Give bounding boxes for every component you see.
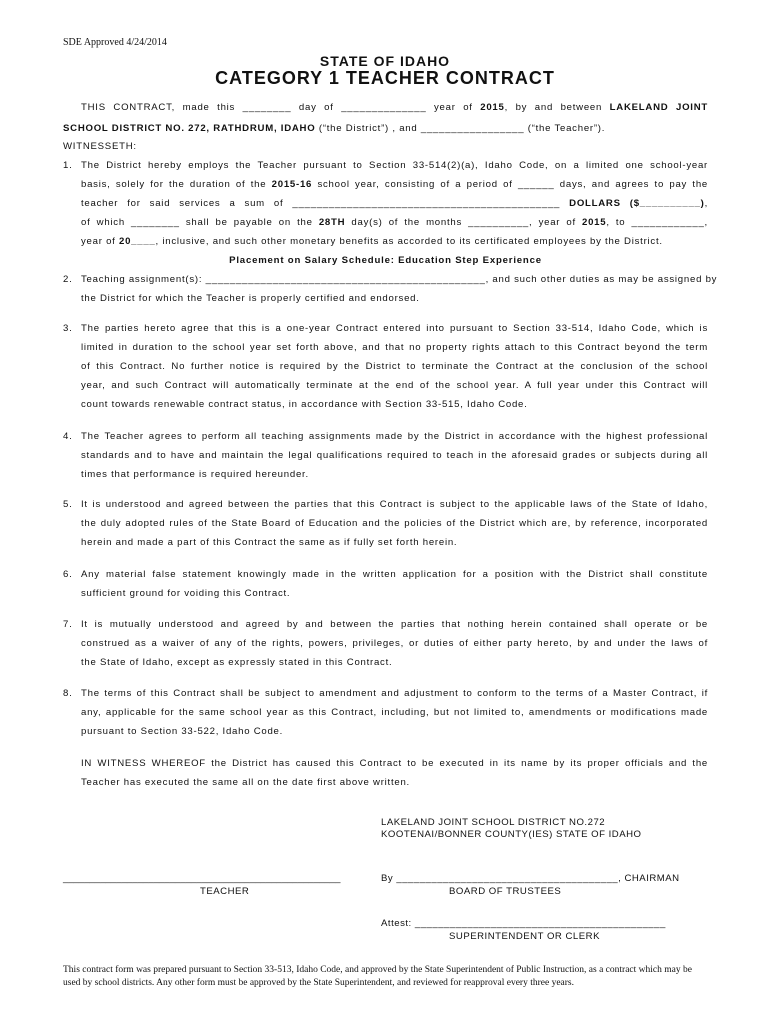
p8-line-1: 8. The terms of this Contract shall be subject to amendment and adjustment to conform to the terms of a Master Contract, if [63,688,708,699]
p1-line-4: of which ________ shall be payable on the 28TH day(s) of the months __________, year of 2015, to ____________, [81,217,708,228]
p4-line-2: standards and to have and maintain the legal qualifications required to teach in the aforesaid grades or subjects during all [81,450,708,461]
p5-line-3: herein and made a part of this Contract the same as if fully set forth herein. [81,537,458,548]
witnesseth: WITNESSETH: [63,141,137,152]
p8-line-3: pursuant to Section 33-522, Idaho Code. [81,726,284,737]
p2-line-1: 2. Teaching assignment(s): ______________________________________________, and such other duties as may be assigned by [63,274,718,285]
intro-line-2: SCHOOL DISTRICT NO. 272, RATHDRUM, IDAHO (“the District”) , and _________________ (“the Teacher”). [63,123,606,134]
p1-line-2: basis, solely for the duration of the 2015-16 school year, consisting of a period of ______ days, and agrees to pay the [81,179,708,190]
board-label: BOARD OF TRUSTEES [449,886,562,897]
p6-line-2: sufficient ground for voiding this Contract. [81,588,291,599]
p5-line-1: 5. It is understood and agreed between the parties that this Contract is subject to the applicable laws of the State of Idaho, [63,499,708,510]
teacher-signature-line[interactable]: ____________________________________________________ [63,873,341,884]
p1-line-1: 1. The District hereby employs the Teacher pursuant to Section 33-514(2)(a), Idaho Code, on a limited one school-year [63,160,708,171]
salary-placement-heading: Placement on Salary Schedule: Education Step Experience [229,255,542,266]
p3-line-2: limited in duration to the school year set forth above, and that no property rights attach to this Contract beyond the term [81,342,708,353]
witness-line-1: IN WITNESS WHEREOF the District has caused this Contract to be executed in its name by its proper officials and the [81,758,708,769]
p8-line-2: any, applicable for the same school year as this Contract, including, but not limited to, amendments or modifications made [81,707,708,718]
footer-note: This contract form was prepared pursuant to Section 33-513, Idaho Code, and approved by the State Superintendent of Public Instruction, as a contract which may be used by school districts. Any other form must be approved by the State Superintendent, and reviewed for reapproval every three years. [63,965,692,988]
chairman-signature-line[interactable]: By ______________________________________, CHAIRMAN [381,873,680,884]
district-name: LAKELAND JOINT SCHOOL DISTRICT NO.272 [381,817,606,828]
county-state: KOOTENAI/BONNER COUNTY(IES) STATE OF IDAHO [381,829,642,840]
p2-line-2: the District for which the Teacher is properly certified and endorsed. [81,293,420,304]
p3-line-5: count towards renewable contract status, in accordance with Section 33-515, Idaho Code. [81,399,528,410]
p3-line-4: year, and such Contract will automatically terminate at the end of the school year. A full year under this Contract will [81,380,708,391]
teacher-label: TEACHER [200,886,250,897]
p1-line-3: teacher for said services a sum of ____________________________________________ DOLLARS ($__________), [81,198,709,209]
p3-line-1: 3. The parties hereto agree that this is a one-year Contract entered into pursuant to Section 33-514, Idaho Code, which is [63,323,708,334]
p1-line-5: year of 20____, inclusive, and such other monetary benefits as accorded to its certificated employees by the District. [81,236,663,247]
approval-note: SDE Approved 4/24/2014 [63,37,167,48]
p7-line-1: 7. It is mutually understood and agreed by and between the parties that nothing herein contained shall operate or be [63,619,708,630]
witness-line-2: Teacher has executed the same all on the date first above written. [81,777,410,788]
p7-line-2: construed as a waiver of any of the rights, powers, privileges, or duties of either party hereto, by and under the laws of [81,638,708,649]
intro-line-1: THIS CONTRACT, made this ________ day of ______________ year of 2015, by and between LAKELAND JOINT [81,102,708,113]
p4-line-3: times that performance is required hereunder. [81,469,309,480]
attest-signature-line[interactable]: Attest: ___________________________________________ [381,918,666,929]
state-heading: STATE OF IDAHO [319,53,451,69]
p3-line-3: of this Contract. No further notice is required by the District to terminate the Contract at the conclusion of the school [81,361,708,372]
p4-line-1: 4. The Teacher agrees to perform all teaching assignments made by the District in accordance with the highest professional [63,431,708,442]
contract-title: CATEGORY 1 TEACHER CONTRACT [215,68,555,88]
p5-line-2: the duly adopted rules of the State Board of Education and the policies of the District which are, by reference, incorporated [81,518,708,529]
clerk-label: SUPERINTENDENT OR CLERK [449,931,600,942]
p6-line-1: 6. Any material false statement knowingly made in the written application for a position with the District shall constitute [63,569,708,580]
p7-line-3: the State of Idaho, except as expressly stated in this Contract. [81,657,393,668]
